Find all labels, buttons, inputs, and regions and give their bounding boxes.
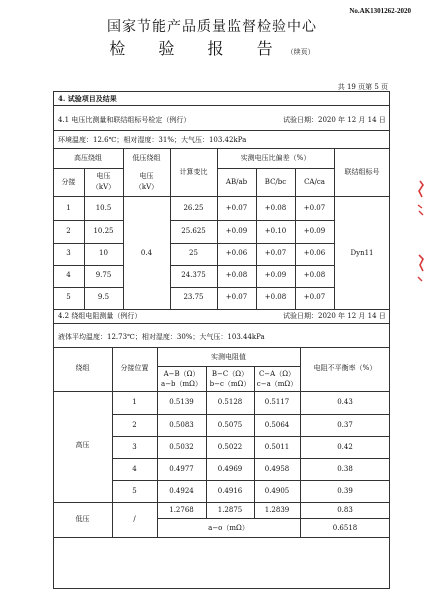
resistance-cell-tap: 5 [132, 487, 137, 495]
lv-cell-ab: 1.2768 [169, 506, 194, 514]
lv-cell-unbalance: 0.83 [337, 506, 353, 514]
ratio-col-line [295, 168, 296, 309]
ratio-row-line [170, 243, 334, 244]
header-ca: C−A（Ω） [258, 370, 296, 378]
resistance-cell-tap: 4 [132, 465, 137, 473]
header-bc: B−C（Ω） [211, 370, 249, 378]
resistance-cell-bc: 0.5075 [217, 421, 243, 429]
lv-cell-ca: 1.2839 [264, 506, 290, 514]
report-title-sub: （续页） [286, 48, 315, 56]
ratio-cell-tap: 2 [66, 227, 71, 235]
resistance-cell-ca: 0.5011 [264, 443, 290, 451]
ratio-cell-ca: +0.06 [303, 249, 326, 257]
resistance-cell-ca: 0.4958 [264, 465, 290, 473]
resistance-cell-unbalance: 0.38 [337, 465, 353, 473]
header-hv-winding: 高压绕组 [74, 154, 102, 162]
resistance-cell-unbalance: 0.39 [337, 487, 353, 495]
ratio-row-line [170, 265, 334, 266]
document-number: No.AK1301262-2020 [349, 7, 411, 15]
ratio-cell-calc: 25 [189, 249, 198, 257]
ratio-cell-tap: 1 [66, 204, 71, 212]
resistance-cell-ab: 0.5139 [169, 398, 194, 406]
report-title-main: 检 验 报 告 [109, 39, 287, 58]
header-ca-lv: c−a（mΩ） [256, 380, 298, 388]
resistance-table-top [53, 347, 390, 348]
divider [53, 323, 390, 324]
ratio-cell-hv: 10.25 [93, 227, 114, 235]
ratio-cell-bc: +0.08 [264, 293, 287, 301]
resistance-cell-ab: 0.4924 [169, 487, 194, 495]
ratio-cell-calc: 26.25 [183, 204, 204, 212]
ratio-col-line [256, 168, 257, 309]
resistance-cell-bc: 0.5128 [217, 398, 243, 406]
header-measured-resistance: 实测电阻值 [211, 353, 246, 361]
page-info: 共 19 页第 5 页 [337, 83, 388, 91]
ratio-row-line [170, 220, 334, 221]
header-vector-group: 联结组标号 [344, 168, 380, 176]
ratio-row-line [53, 220, 123, 221]
lv-ao-value: 0.6518 [332, 524, 358, 532]
ratio-cell-hv: 10 [99, 249, 108, 257]
ratio-row-line [170, 287, 334, 288]
institution-title: 国家节能产品质量监督检验中心 [107, 19, 317, 35]
resistance-header-line [157, 366, 300, 367]
header-ab-lv: a−b（mΩ） [161, 380, 202, 388]
subsection-2-title: 4.2 绕组电阻测量（例行） [58, 312, 142, 320]
header-lv-voltage: 电压 [139, 172, 154, 180]
resistance-row-line [112, 458, 390, 459]
section-title: 4. 试验项目及结果 [58, 94, 117, 103]
resistance-cell-bc: 0.5022 [217, 443, 243, 451]
resistance-cell-unbalance: 0.43 [337, 398, 353, 406]
resistance-cell-ab: 0.5083 [169, 421, 194, 429]
ratio-cell-hv: 9.75 [95, 271, 112, 279]
resistance-cell-unbalance: 0.42 [337, 443, 353, 451]
header-ca: CA/ca [304, 178, 325, 186]
ratio-cell-group: Dyn11 [350, 249, 374, 257]
resistance-row-line [53, 502, 390, 503]
header-ab: A−B（Ω） [163, 370, 200, 378]
resistance-row-line [112, 480, 390, 481]
header-calc-ratio: 计算变比 [179, 168, 208, 176]
resistance-cell-bc: 0.4916 [217, 487, 243, 495]
ratio-header-line [217, 168, 334, 169]
ratio-row-line [53, 287, 123, 288]
resistance-cell-ab: 0.5032 [169, 443, 194, 451]
resistance-cell-tap: 2 [132, 421, 137, 429]
resistance-cell-ca: 0.5117 [264, 398, 290, 406]
subsection-2-date: 试验日期：2020 年 12 月 14 日 [283, 312, 386, 320]
ratio-cell-ab: +0.07 [225, 204, 248, 212]
header-bc-lv: b−c（mΩ） [209, 380, 251, 388]
header-tap-position: 分接位置 [120, 364, 149, 372]
lv-winding-label: 低压 [75, 515, 90, 523]
header-ratio-deviation: 实测电压比偏差（%） [240, 154, 311, 162]
resistance-row-line [112, 414, 390, 415]
header-hv-unit: （kV） [91, 183, 116, 191]
ratio-cell-ab: +0.08 [225, 271, 248, 279]
resistance-col-line [112, 347, 113, 537]
report-title [0, 36, 424, 59]
hv-winding-label: 高压 [75, 441, 90, 449]
ratio-table-bottom [53, 309, 390, 310]
ratio-cell-bc: +0.08 [264, 204, 287, 212]
subsection-1-title: 4.1 电压比测量和联结组标号检定（例行） [58, 116, 191, 124]
ratio-cell-ab: +0.06 [225, 249, 248, 257]
ratio-cell-ca: +0.08 [303, 271, 326, 279]
resistance-cell-tap: 3 [132, 443, 137, 451]
ratio-cell-tap: 5 [66, 293, 71, 301]
header-lv-winding: 低压绕组 [132, 154, 161, 162]
ratio-cell-hv: 9.5 [97, 293, 110, 301]
ratio-header-line [53, 168, 123, 169]
resistance-row-line [112, 436, 390, 437]
ratio-cell-tap: 3 [66, 249, 71, 257]
ratio-table-top [53, 148, 390, 149]
lv-tap: / [133, 515, 136, 523]
ratio-row-line [53, 243, 123, 244]
ratio-cell-ab: +0.07 [225, 293, 248, 301]
header-tap: 分接 [61, 178, 76, 186]
divider [53, 105, 390, 106]
header-lv-unit: （kV） [134, 183, 159, 191]
resistance-cell-ca: 0.4905 [264, 487, 290, 495]
subsection-1-date: 试验日期：2020 年 12 月 14 日 [283, 116, 386, 124]
resistance-cell-unbalance: 0.37 [337, 421, 353, 429]
resistance-cell-tap: 1 [132, 398, 137, 406]
lv-cell-bc: 1.2875 [217, 506, 243, 514]
divider [53, 130, 390, 131]
ratio-cell-ca: +0.09 [303, 227, 326, 235]
ratio-row-line [53, 265, 123, 266]
header-unbalance: 电阻不平衡率（%） [313, 364, 377, 372]
header-bc: BC/bc [264, 178, 287, 186]
header-hv-voltage: 电压 [96, 172, 111, 180]
ratio-cell-lv: 0.4 [140, 249, 153, 257]
resistance-cell-bc: 0.4969 [217, 465, 243, 473]
ratio-cell-ab: +0.09 [225, 227, 248, 235]
ratio-cell-bc: +0.07 [264, 249, 287, 257]
ratio-cell-ca: +0.07 [303, 293, 326, 301]
subsection-1-environment: 环境温度：12.6℃；相对湿度：31%；大气压：103.42kPa [58, 136, 247, 144]
ratio-cell-ca: +0.07 [303, 204, 326, 212]
resistance-row-line [157, 518, 390, 519]
ratio-cell-bc: +0.10 [264, 227, 287, 235]
header-winding: 绕组 [75, 364, 90, 372]
resistance-table-bottom [53, 537, 390, 538]
ratio-header-bottom [53, 196, 390, 197]
ratio-cell-hv: 10.5 [95, 204, 112, 212]
seal-stamp [410, 175, 424, 295]
lv-ao-label: a−o（mΩ） [208, 524, 249, 532]
subsection-2-environment: 液体平均温度：12.73℃；相对湿度：30%；大气压：103.44kPa [58, 333, 265, 341]
resistance-cell-ab: 0.4977 [169, 465, 194, 473]
ratio-cell-calc: 25.625 [181, 227, 206, 235]
resistance-cell-ca: 0.5064 [264, 421, 290, 429]
ratio-cell-calc: 23.75 [183, 293, 204, 301]
ratio-cell-calc: 24.375 [181, 271, 206, 279]
ratio-cell-bc: +0.09 [264, 271, 287, 279]
header-ab: AB/ab [225, 178, 248, 186]
ratio-cell-tap: 4 [66, 271, 71, 279]
resistance-header-bottom [53, 391, 390, 392]
